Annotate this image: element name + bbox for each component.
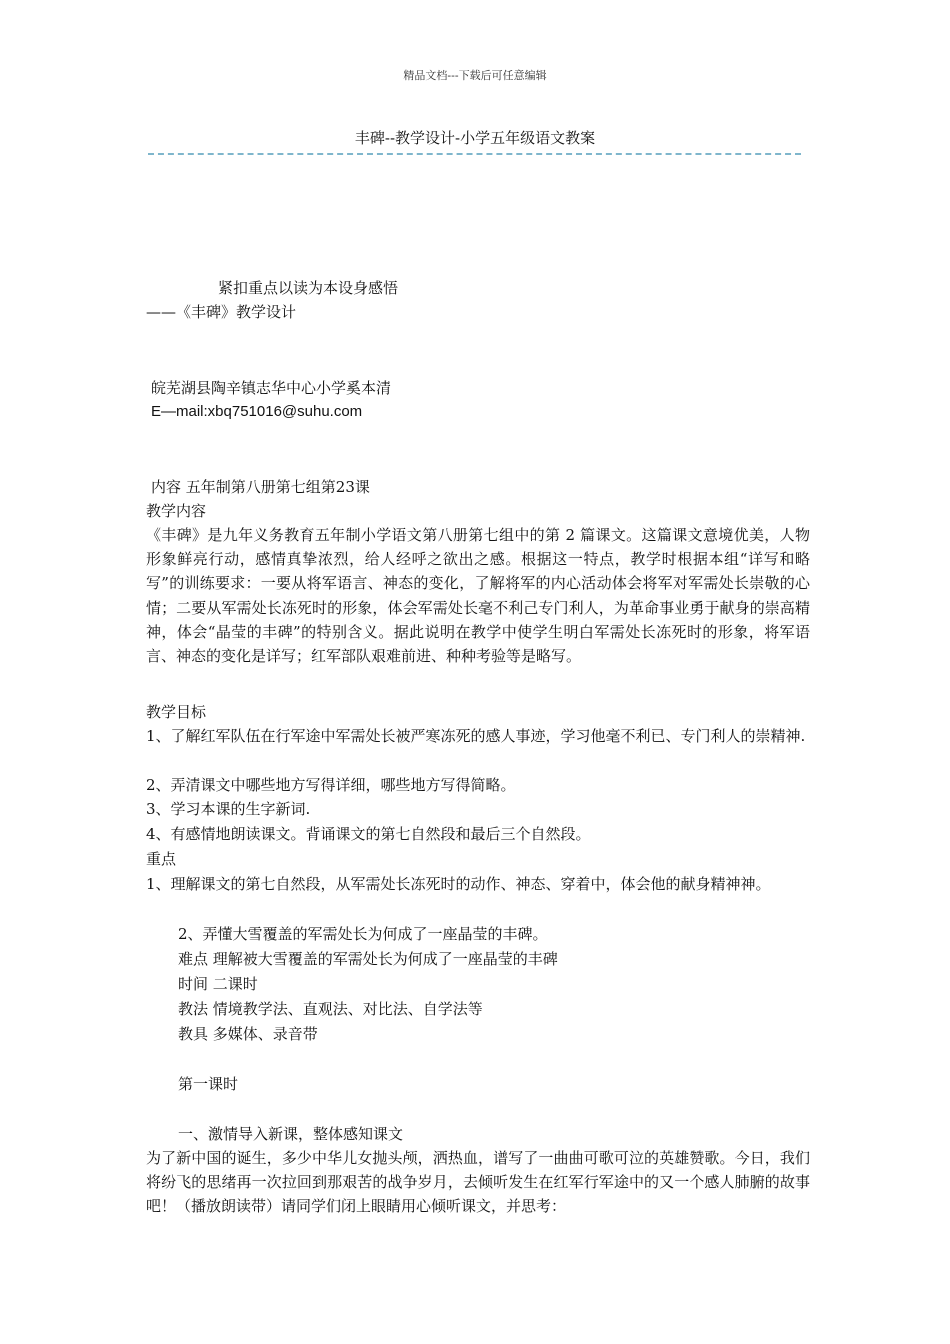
lesson-one-heading: 第一课时 [178,1075,239,1093]
time-line: 时间 二课时 [178,975,258,993]
section-goals-heading: 教学目标 [146,703,207,721]
goal-item-1: 1、了解红军队伍在行军途中军需处长被严寒冻死的感人事迹，学习他毫不利已、专门利人的崇精神. [146,727,806,745]
title-divider [148,153,801,155]
heading-line1: 紧扣重点以读为本设身感悟 [218,279,399,297]
content-line: 内容 五年制第八册第七组第23课 [151,478,370,496]
author-name: 皖芜湖县陶辛镇志华中心小学奚本清 [151,379,392,397]
lesson-one-step1: 一、激情导入新课，整体感知课文 [178,1125,404,1143]
section-key-heading: 重点 [146,850,177,868]
section-content-heading: 教学内容 [146,502,207,520]
lesson-one-paragraph: 为了新中国的诞生，多少中华儿女抛头颅，洒热血，谱写了一曲曲可歌可泣的英雄赞歌。今日，我们将纷飞的思绪再一次拉回到那艰苦的战争岁月，去倾听发生在红军行军途中的又一个感人肺腑的故事吧！（播放朗读带）请同学们闭上眼睛用心倾听课文，并思考： [146,1149,810,1216]
section-content-paragraph: 《丰碑》是九年义务教育五年制小学语文第八册第七组中的第 2 篇课文。这篇课文意境优美，人物形象鲜亮行动，感情真挚浓烈，给人经呼之欲出之感。根据这一特点，教学时根据本组“详写和略写”的训练要求：一要从将军语言、神态的变化，了解将军的内心活动体会将军对军需处长崇敬的心情；二要从军需处长冻死时的形象，体会军需处长毫不利己专门利人，为革命事业勇于献身的崇高精神，体会“晶莹的丰碑”的特别含义。据此说明在教学中使学生明白军需处长冻死时的形象，将军语言、神态的变化是详写；红军部队艰难前进、种种考验等是略写。 [146,526,810,666]
header-note: 精品文档---下载后可任意编辑 [403,69,547,82]
key-item-2: 2、弄懂大雪覆盖的军需处长为何成了一座晶莹的丰碑。 [178,925,548,943]
tools-line: 教具 多媒体、录音带 [178,1025,318,1043]
heading-line2: ——《丰碑》教学设计 [146,303,297,321]
difficulty-line: 难点 理解被大雪覆盖的军需处长为何成了一座晶莹的丰碑 [178,950,558,968]
author-email: E—mail:xbq751016@suhu.com [151,403,363,420]
goal-item-3: 3、学习本课的生字新词. [146,800,311,818]
key-item-1: 1、理解课文的第七自然段，从军需处长冻死时的动作、神态、穿着中，体会他的献身精神神。 [146,875,771,893]
method-line: 教法 情境教学法、直观法、对比法、自学法等 [178,1000,483,1018]
goal-item-2: 2、弄清课文中哪些地方写得详细，哪些地方写得简略。 [146,776,516,794]
doc-title: 丰碑--教学设计-小学五年级语文教案 [354,129,596,147]
goal-item-4: 4、有感情地朗读课文。背诵课文的第七自然段和最后三个自然段。 [146,825,591,843]
